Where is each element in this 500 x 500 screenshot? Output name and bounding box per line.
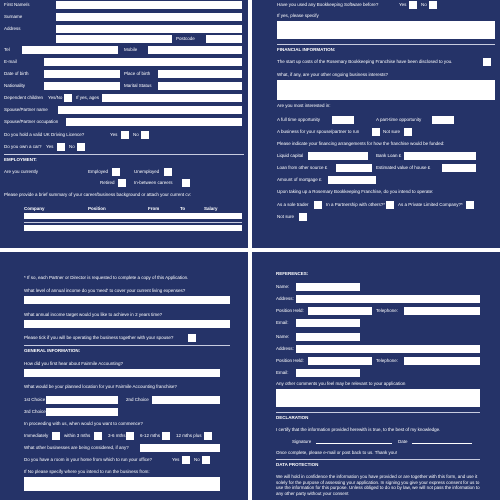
m3-6-label: 3-6 mths	[108, 433, 126, 438]
own-car-label: Do you own a car?	[4, 144, 42, 149]
career-row-2[interactable]	[24, 225, 242, 231]
used-software-label: Have you used any Bookkeeping Software before?	[277, 2, 379, 7]
bank-loan-label: Bank Loan £	[376, 153, 402, 158]
column-from: From	[148, 206, 160, 211]
first-names-field[interactable]	[56, 1, 242, 9]
home-office-no-box[interactable]	[202, 456, 210, 464]
licence-yes-box[interactable]	[121, 131, 129, 139]
spouse-business-label: A business for your spouse/partner to run	[277, 129, 360, 134]
certify-text: I certify that the information provided herewith is true, to the best of my knowledge.	[276, 427, 441, 432]
partner-note: * If so, each Partner or Director is requested to complete a copy of this Application.	[24, 275, 189, 280]
amount-mortgage-field[interactable]	[328, 176, 376, 184]
ages-field[interactable]	[102, 94, 242, 102]
data-protection-heading: DATA PROTECTION	[276, 462, 319, 467]
career-row-1[interactable]	[24, 213, 242, 219]
page-general-information	[0, 252, 248, 500]
first-choice-field[interactable]	[46, 396, 118, 404]
within-3-label: within 3 mths	[64, 433, 91, 438]
ref1-address-label: Address:	[276, 296, 294, 301]
unemployed-box[interactable]	[164, 168, 172, 176]
other-comments-field[interactable]	[276, 389, 480, 407]
marital-status-field[interactable]	[158, 82, 242, 90]
column-to: To	[180, 206, 186, 211]
full-time-box[interactable]	[332, 116, 354, 124]
if-no-specify-label: If No please specify where you intend to run the business from:	[24, 469, 150, 474]
part-time-label: A part-time opportunity	[376, 117, 422, 122]
startup-costs-label: The start up costs of the Rosemary Bookkeeping Franchise have been disclosed to you.	[277, 59, 453, 64]
home-office-yes-box[interactable]	[182, 456, 190, 464]
marital-status-label: Marital Status	[124, 83, 152, 88]
driving-licence-label: Do you hold a valid UK Driving Licence?	[4, 132, 85, 137]
divider	[276, 412, 480, 413]
private-limited-box[interactable]	[466, 201, 474, 209]
part-time-box[interactable]	[432, 116, 454, 124]
declaration-heading: DECLARATION	[276, 415, 309, 420]
ref2-name-field[interactable]	[296, 333, 360, 341]
bank-loan-field[interactable]	[404, 152, 476, 160]
m12-plus-label: 12 mths plus	[176, 433, 202, 438]
financing-label: Please indicate your financing arrangements for how the franchise would be funded:	[277, 141, 445, 146]
ref2-address-field[interactable]	[296, 345, 480, 353]
licence-no-box[interactable]	[141, 131, 149, 139]
interested-in-label: Are you most interested in:	[277, 103, 331, 108]
spouse-business-box[interactable]	[372, 128, 380, 136]
spouse-name-field[interactable]	[58, 106, 242, 114]
dob-field[interactable]	[44, 70, 120, 78]
spouse-occupation-field[interactable]	[66, 118, 242, 126]
dob-label: Date of birth	[4, 71, 29, 76]
retired-box[interactable]	[118, 179, 126, 187]
m12-plus-box[interactable]	[204, 432, 212, 440]
divider	[276, 459, 480, 460]
mobile-field[interactable]	[148, 46, 242, 54]
ref1-position-field[interactable]	[308, 307, 372, 315]
partnership-label: In a Partnership with others?*	[326, 202, 386, 207]
career-summary-prompt: Please provide a brief summary of your career/business background or attach your current cv:	[4, 192, 192, 197]
dependent-children-yes-no: Yes/No	[48, 95, 63, 100]
date-label: Date	[398, 439, 408, 444]
partnership-box[interactable]	[386, 201, 394, 209]
tel-field[interactable]	[22, 46, 118, 54]
data-protection-text: We will hold in confidence the information you have provided or are together with this form, and use it solely for the purpose of assessing your application. In signing you give your express consent for us to use the information for this purpose. Unless obliged to do so by law, we will not pass the information to any other party without your consent	[276, 474, 480, 496]
second-choice-label: 2nd Choice	[126, 397, 149, 402]
are-you-currently-label: Are you currently	[4, 169, 39, 174]
ref2-email-label: Email:	[276, 370, 289, 375]
address-field-2[interactable]	[56, 35, 172, 43]
ref2-position-label: Position Held:	[276, 358, 304, 363]
page-personal-details	[0, 0, 248, 248]
car-no-box[interactable]	[77, 143, 85, 151]
other-comments-label: Any other comments you feel may be relevant to your application	[276, 381, 406, 386]
income-target-field[interactable]	[24, 320, 230, 328]
employment-heading: EMPLOYMENT:	[4, 157, 37, 162]
second-choice-field[interactable]	[152, 396, 220, 404]
business-location-field[interactable]	[24, 477, 220, 491]
third-choice-label: 3rd Choice	[24, 409, 46, 414]
ref1-name-label: Name:	[276, 284, 290, 289]
operate-question-label: Upon taking up a Rosemary Bookkeeping Franchise, do you intend to operate:	[277, 189, 434, 194]
car-no-label: No	[69, 144, 75, 149]
startup-costs-box[interactable]	[483, 58, 491, 66]
nationality-label: Nationality	[4, 83, 26, 88]
sole-trader-label: As a sole trader	[277, 202, 309, 207]
m6-12-box[interactable]	[162, 432, 170, 440]
m6-12-label: 6-12 mths	[140, 433, 161, 438]
financial-heading: FINANCIAL INFORMATION:	[277, 47, 336, 52]
employed-box[interactable]	[112, 168, 120, 176]
ref2-name-label: Name:	[276, 334, 290, 339]
in-between-careers-box[interactable]	[182, 179, 190, 187]
retired-label: Retired	[100, 180, 115, 185]
licence-yes-label: Yes	[110, 132, 118, 137]
income-target-label: What annual income target would you like to achieve in 2 years time?	[24, 312, 163, 317]
page-financial-information	[252, 0, 500, 248]
ref2-telephone-label: Telephone:	[376, 358, 399, 363]
operate-not-sure-box[interactable]	[299, 213, 307, 221]
m3-6-box[interactable]	[126, 432, 134, 440]
other-interests-label: What, if any, are your other ongoing business interests?	[277, 72, 388, 77]
if-yes-ages-label: If yes, ages	[76, 95, 100, 100]
ref1-email-field[interactable]	[296, 319, 360, 327]
not-sure-box[interactable]	[404, 128, 412, 136]
dependent-children-label: Dependent children	[4, 95, 44, 100]
equity-house-field[interactable]	[442, 164, 476, 172]
spouse-tick-box[interactable]	[188, 334, 196, 342]
software-no-box[interactable]	[429, 1, 437, 9]
spouse-name-label: Spouse/Partner name	[4, 107, 48, 112]
first-names-label: First Name/s	[4, 2, 30, 7]
software-yes-label: Yes	[399, 2, 407, 7]
column-company: Company	[24, 206, 45, 211]
annual-income-label: What level of annual income do you 'need' to cover your current living expenses?	[24, 288, 186, 293]
ref1-position-label: Position Held:	[276, 308, 304, 313]
place-of-birth-label: Place of birth	[124, 71, 151, 76]
address-field-1[interactable]	[56, 25, 242, 33]
loan-other-field[interactable]	[336, 164, 372, 172]
software-specify-field[interactable]	[277, 21, 495, 39]
general-heading: GENERAL INFORMATION:	[24, 348, 81, 353]
home-office-yes-label: Yes	[172, 457, 180, 462]
place-of-birth-field[interactable]	[158, 70, 242, 78]
career-row-divider	[24, 222, 242, 223]
other-businesses-field[interactable]	[140, 444, 220, 452]
equity-house-label: Estimated value of house £	[376, 165, 431, 170]
immediately-box[interactable]	[52, 432, 60, 440]
once-complete-text: Once complete, please e-mail or post back to us. Thank you!	[276, 450, 397, 455]
third-choice-field[interactable]	[46, 408, 118, 416]
tel-label: Tel	[4, 47, 10, 52]
postcode-label: Postcode	[176, 36, 195, 41]
divider	[4, 154, 244, 155]
ref2-telephone-field[interactable]	[404, 357, 480, 365]
spouse-occupation-label: Spouse/Partner occupation	[4, 119, 59, 124]
email-label: E-mail	[4, 59, 17, 64]
unemployed-label: Unemployed	[134, 169, 160, 174]
planned-location-label: What would be your planned location for your Fairmile Accounting franchise?	[24, 384, 177, 389]
car-yes-box[interactable]	[57, 143, 65, 151]
not-sure-label: Not sure	[383, 129, 401, 134]
signature-line[interactable]	[316, 443, 392, 444]
nationality-field[interactable]	[44, 82, 120, 90]
divider	[24, 345, 230, 346]
private-limited-label: As a Private Limited Company?*	[398, 202, 463, 207]
ref1-email-label: Email:	[276, 320, 289, 325]
references-heading: REFERENCES:	[276, 271, 309, 276]
sole-trader-box[interactable]	[314, 201, 322, 209]
first-hear-label: How did you first hear about Fairmile Accounting?	[24, 361, 124, 366]
immediately-label: Immediately	[24, 433, 49, 438]
column-position: Position	[88, 206, 106, 211]
date-line[interactable]	[412, 443, 472, 444]
within-3-box[interactable]	[94, 432, 102, 440]
first-choice-label: 1st Choice	[24, 397, 46, 402]
amount-mortgage-label: Amount of mortgage £	[277, 177, 322, 182]
commence-label: In proceeding with us, when would you want to commence?	[24, 421, 143, 426]
home-office-no-label: No	[194, 457, 200, 462]
ref1-name-field[interactable]	[296, 283, 360, 291]
annual-income-field[interactable]	[24, 296, 230, 304]
car-yes-label: Yes	[46, 144, 54, 149]
licence-no-label: No	[133, 132, 139, 137]
full-time-label: A full time opportunity	[277, 117, 321, 122]
surname-field[interactable]	[56, 13, 242, 21]
divider	[277, 44, 495, 45]
software-yes-box[interactable]	[409, 1, 417, 9]
address-label: Address	[4, 26, 21, 31]
liquid-capital-label: Liquid capital	[277, 153, 304, 158]
ref1-telephone-field[interactable]	[404, 307, 480, 315]
other-interests-field[interactable]	[277, 80, 495, 100]
liquid-capital-field[interactable]	[308, 152, 368, 160]
email-field[interactable]	[44, 58, 242, 66]
ref1-telephone-label: Telephone:	[376, 308, 399, 313]
loan-other-label: Loan from other source £	[277, 165, 328, 170]
ref1-address-field[interactable]	[296, 295, 480, 303]
ref2-address-label: Address:	[276, 346, 294, 351]
home-office-label: Do you have a room in your home from which to run your office?	[24, 457, 152, 462]
employed-label: Employed	[88, 169, 109, 174]
in-between-careers-label: In-between careers	[134, 180, 173, 185]
column-salary: Salary	[204, 206, 218, 211]
software-no-label: No	[421, 2, 427, 7]
operate-not-sure-label: Not sure	[277, 214, 295, 219]
first-hear-field[interactable]	[24, 369, 220, 377]
ref2-email-field[interactable]	[296, 369, 360, 377]
dependent-children-box[interactable]	[64, 94, 72, 102]
if-yes-specify-label: If yes, please specify	[277, 13, 319, 18]
surname-label: Surname	[4, 14, 23, 19]
signature-label: Signature	[292, 439, 312, 444]
spouse-tick-label: Please tick if you will be operating the business together with your spouse?	[24, 335, 174, 340]
ref2-position-field[interactable]	[308, 357, 372, 365]
page-references-declaration	[252, 252, 500, 500]
mobile-label: Mobile	[124, 47, 138, 52]
postcode-field[interactable]	[206, 35, 242, 43]
other-businesses-label: What other businesses are being considered, if any?	[24, 445, 129, 450]
